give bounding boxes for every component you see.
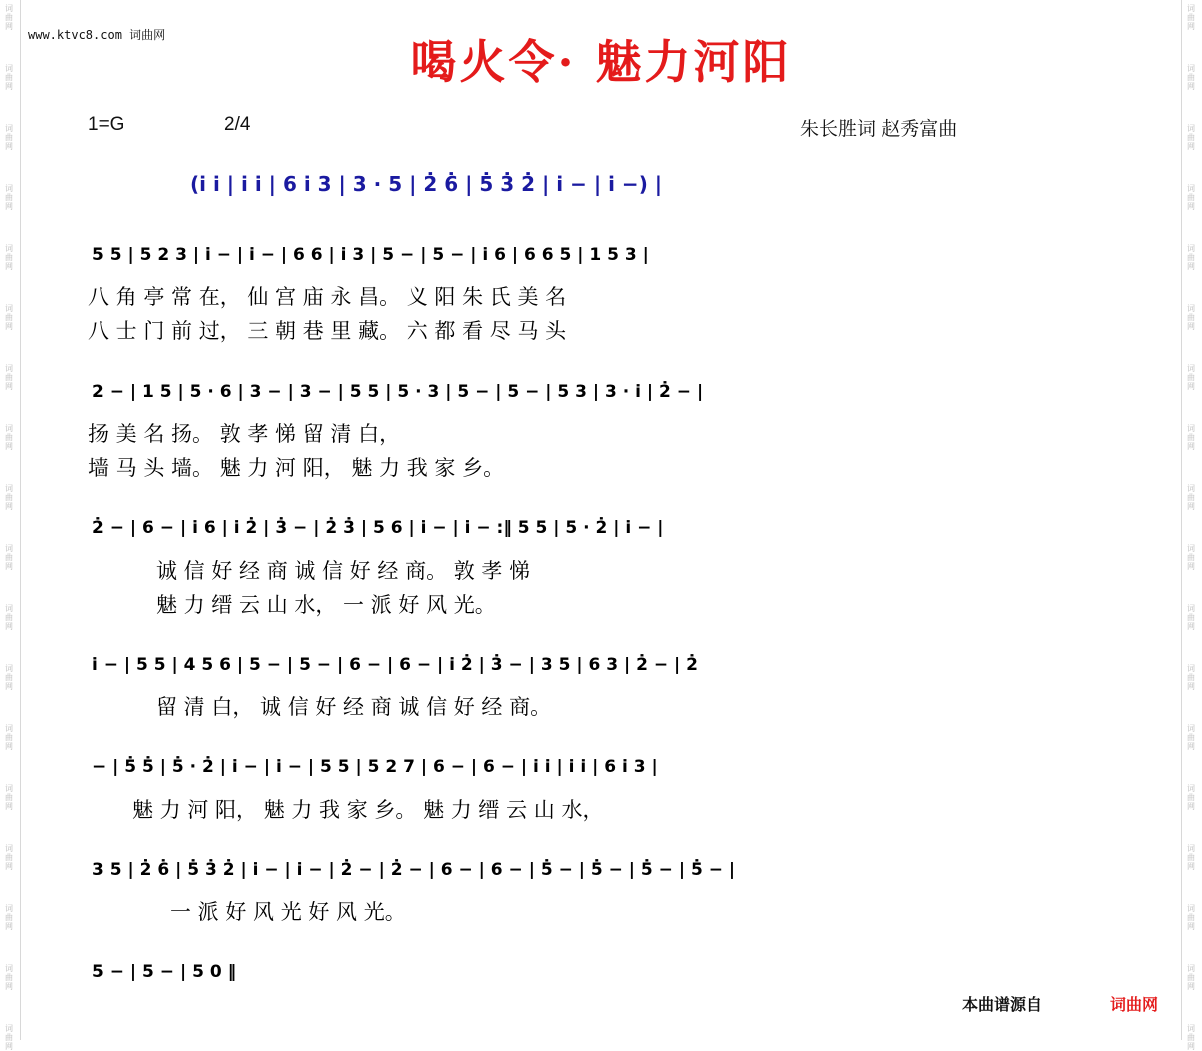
edge-watermark-text: 词曲网 (5, 544, 13, 571)
edge-watermark-text: 词曲网 (5, 424, 13, 451)
notes-line-3: 2̇ − | 6 − | i̇ 6 | i̇ 2̇ | 3̇ − | 2̇ 3̇ | 5 6 | i̇ − | i̇ − :‖ 5 5 | 5 · 2̇ | i̇ − | (92, 518, 664, 538)
lyrics-line-4: 留 清 白， 诚 信 好 经 商 诚 信 好 经 商。 (156, 695, 552, 719)
edge-watermark-text: 词曲网 (1187, 484, 1195, 511)
lyrics-line-1b: 八 士 门 前 过， 三 朝 巷 里 藏。 六 都 看 尽 马 头 (88, 319, 567, 343)
edge-watermark-text: 词曲网 (5, 724, 13, 751)
notes-line-6: 3 5 | 2̇ 6̇ | 5̇ 3̇ 2̇ | i̇ − | i̇ − | 2̇ − | 2̇ − | 6 − | 6 − | 5̇ − | 5̇ − | 5̇ − | 5̇ − | (92, 860, 736, 880)
site-label: www.ktvc8.com 词曲网 (28, 28, 166, 42)
edge-watermark-text: 词曲网 (5, 244, 13, 271)
edge-watermark-text: 词曲网 (5, 64, 13, 91)
edge-watermark-text: 词曲网 (5, 844, 13, 871)
edge-watermark-text: 词曲网 (1187, 784, 1195, 811)
edge-watermark-text: 词曲网 (1187, 904, 1195, 931)
edge-watermark-text: 词曲网 (5, 124, 13, 151)
edge-watermark-text: 词曲网 (5, 964, 13, 991)
lyrics-line-1a: 八 角 亭 常 在， 仙 宫 庙 永 昌。 义 阳 朱 氏 美 名 (88, 285, 567, 309)
edge-watermark-text: 词曲网 (1187, 424, 1195, 451)
edge-watermark-text: 词曲网 (1187, 304, 1195, 331)
source-site-link[interactable]: 词曲网 (1110, 995, 1159, 1014)
notes-line-4: i̇ − | 5 5 | 4 5 6 | 5 − | 5 − | 6 − | 6 − | i̇ 2̇ | 3̇ − | 3 5 | 6 3 | 2̇ − | 2̇ (92, 655, 698, 675)
lyrics-line-2b: 墙 马 头 墙。 魅 力 河 阳， 魅 力 我 家 乡。 (88, 456, 505, 480)
edge-watermark-text: 词曲网 (1187, 604, 1195, 631)
time-signature: 2/4 (224, 114, 251, 135)
song-title: 喝火令· 魅力河阳 (410, 35, 792, 89)
edge-watermark-text: 词曲网 (1187, 364, 1195, 391)
edge-watermark-text: 词曲网 (1187, 724, 1195, 751)
edge-watermark-text: 词曲网 (1187, 124, 1195, 151)
edge-watermark-text: 词曲网 (1187, 1024, 1195, 1051)
notes-line-2: 2 − | 1 5 | 5 · 6 | 3 − | 3 − | 5 5 | 5 · 3 | 5 − | 5 − | 5 3 | 3 · i̇ | 2̇ − | (92, 382, 704, 402)
notes-line-7: 5 − | 5 − | 5 0 ‖ (92, 962, 237, 982)
notes-line-5: − | 5̇ 5̇ | 5̇ · 2̇ | i̇ − | i̇ − | 5 5 | 5 2 7 | 6 − | 6 − | i̇ i̇ | i̇ i̇ | 6 i̇ 3 | (92, 757, 658, 777)
edge-watermark-text: 词曲网 (5, 364, 13, 391)
edge-watermark-text: 词曲网 (5, 664, 13, 691)
lyrics-line-6: 一 派 好 风 光 好 风 光。 (170, 900, 406, 924)
intro-line: (i̇ i̇ | i̇ i̇ | 6 i̇ 3 | 3 · 5 | 2̇ 6̇ | 5̇ 3̇ 2̇ | i̇ − | i̇ −) | (190, 172, 663, 196)
edge-watermark-text: 词曲网 (1187, 844, 1195, 871)
edge-watermark-text: 词曲网 (5, 604, 13, 631)
lyrics-line-3b: 魅 力 缙 云 山 水， 一 派 好 风 光。 (156, 593, 496, 617)
edge-watermark-text: 词曲网 (5, 304, 13, 331)
source-label: 本曲谱源自 (962, 995, 1043, 1014)
edge-watermark-text: 词曲网 (1187, 664, 1195, 691)
edge-watermark-text: 词曲网 (5, 184, 13, 211)
key-signature: 1=G (88, 114, 125, 135)
lyrics-line-3a: 诚 信 好 经 商 诚 信 好 经 商。 敦 孝 悌 (156, 559, 531, 583)
notes-line-1: 5 5 | 5 2 3 | i̇ − | i̇ − | 6 6 | i̇ 3 | 5 − | 5 − | i̇ 6 | 6 6 5 | 1 5 3 | (92, 245, 649, 265)
edge-watermark-text: 词曲网 (5, 1024, 13, 1051)
edge-watermark-text: 词曲网 (5, 4, 13, 31)
edge-watermark-text: 词曲网 (5, 484, 13, 511)
lyrics-line-5: 魅 力 河 阳， 魅 力 我 家 乡。 魅 力 缙 云 山 水， (132, 798, 604, 822)
edge-watermark-text: 词曲网 (5, 904, 13, 931)
edge-watermark-text: 词曲网 (1187, 4, 1195, 31)
edge-watermark-text: 词曲网 (1187, 964, 1195, 991)
edge-watermark-text: 词曲网 (1187, 64, 1195, 91)
lyrics-line-2a: 扬 美 名 扬。 敦 孝 悌 留 清 白， (88, 422, 401, 446)
edge-watermark-text: 词曲网 (5, 784, 13, 811)
edge-watermark-text: 词曲网 (1187, 184, 1195, 211)
edge-watermark-text: 词曲网 (1187, 544, 1195, 571)
credits: 朱长胜词 赵秀富曲 (800, 119, 958, 140)
edge-watermark-text: 词曲网 (1187, 244, 1195, 271)
